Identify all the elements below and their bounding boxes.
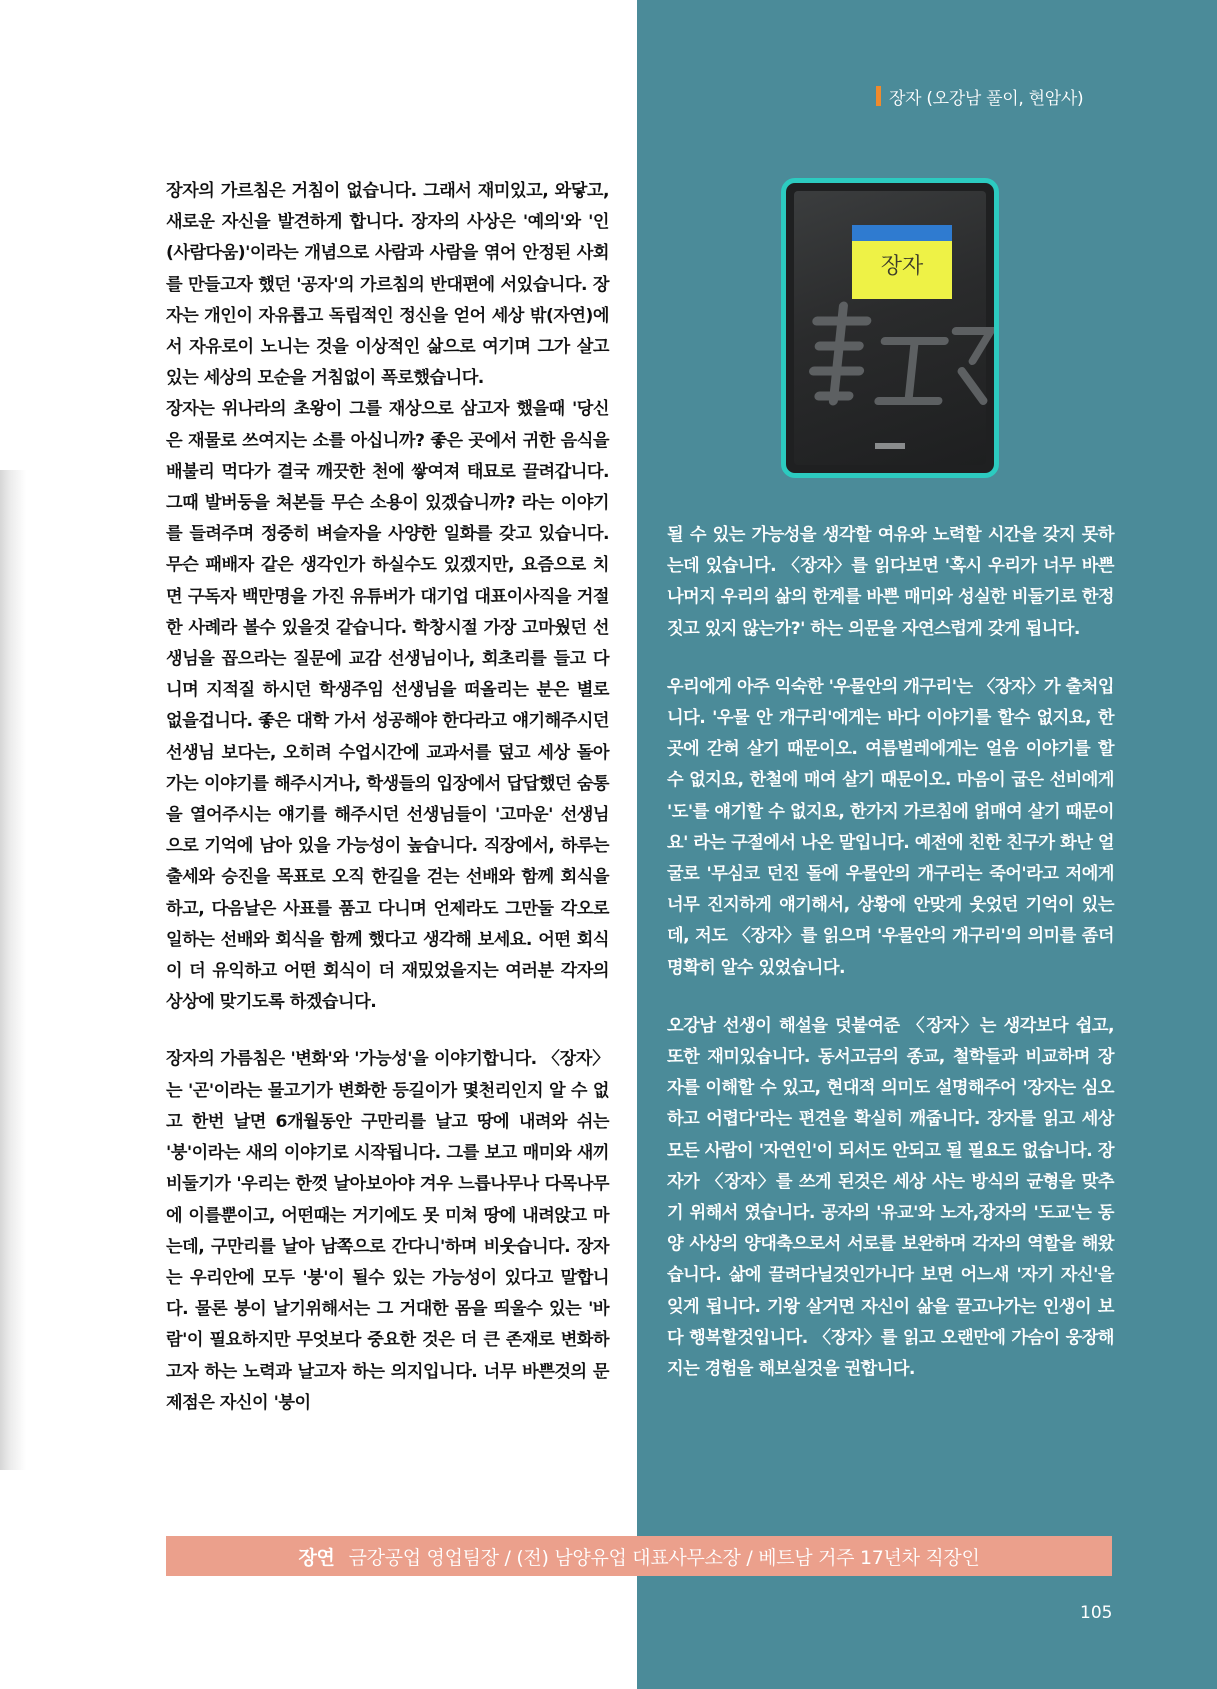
- section-tag-text: 장자 (오강남 풀이, 현암사): [889, 88, 1084, 109]
- book-label-strip: [852, 225, 952, 241]
- author-role: 금강공업 영업팀장 / (전) 남양유업 대표사무소장 / 베트남 거주 17년차 직장인: [348, 1546, 980, 1569]
- calligraphy-strokes: [797, 301, 999, 411]
- left-page-edge-shadow: [0, 470, 26, 1470]
- book-cover: [794, 191, 986, 465]
- author-name: 장연: [298, 1546, 335, 1569]
- right-paragraph-1: 될 수 있는 가능성을 생각할 여유와 노력할 시간을 갖지 못하는데 있습니다. 〈장자〉를 읽다보면 '혹시 우리가 너무 바쁜 나머지 우리의 삶의 한계를 바쁜 매미와 성실한 비둘기로 한정 짓고 있지 않는가?' 하는 의문을 자연스럽게 갖게 됩니다.: [667, 525, 1114, 639]
- right-paragraph-2: 우리에게 아주 익숙한 '우물안의 개구리'는 〈장자〉가 출처입니다. '우물 안 개구리'에게는 바다 이야기를 할수 없지요, 한 곳에 갇혀 살기 때문이오. 여름벌레에게는 얼음 이야기를 할 수 없지요, 한철에 매여 살기 때문이오. 마음이 굽은 선비에게 '도'를 얘기할 수 없지요, 한가지 가르침에 얽매여 살기 때문이요' 라는 구절에서 나온 말입니다. 예전에 친한 친구가 화난 얼굴로 '무심코 던진 돌에 우물안의 개구리는 죽어'라고 저에게 너무 진지하게 얘기해서, 상황에 안맞게 웃었던 기억이 있는데, 저도 〈장자〉를 읽으며 '우물안의 개구리'의 의미를 좀더 명확히 알수 있었습니다.: [667, 676, 1114, 978]
- right-paragraph-3: 오강남 선생이 해설을 덧붙여준 〈장자〉는 생각보다 쉽고, 또한 재미있습니다. 동서고금의 종교, 철학들과 비교하며 장자를 이해할 수 있고, 현대적 의미도 설명해주어 '장자는 심오하고 어렵다'라는 편견을 확실히 깨줍니다. 장자를 읽고 세상 모든 사람이 '자연인'이 되서도 안되고 될 필요도 없습니다. 장자가 〈장자〉를 쓰게 된것은 세상 사는 방식의 균형을 맞추기 위해서 였습니다. 공자의 '유교'와 노자,장자의 '도교'는 동양 사상의 양대축으로서 서로를 보완하며 각자의 역할을 해왔습니다. 삶에 끌려다닐것인가니다 보면 어느새 '자기 자신'을 잊게 됩니다. 기왕 살거면 자신이 삶을 끌고나가는 인생이 보다 행복할것입니다. 〈장자〉를 읽고 오랜만에 가슴이 웅장해지는 경험을 해보실것을 권합니다.: [667, 1015, 1114, 1380]
- tag-bar-icon: [876, 86, 881, 106]
- page-number: 105: [1080, 1603, 1113, 1623]
- book-label-title: 장자: [880, 254, 924, 279]
- right-text-column: [667, 520, 1114, 1385]
- book-publisher-mark: [794, 443, 986, 451]
- book-calligraphy-graphic: [795, 301, 999, 433]
- book-label: [852, 225, 952, 299]
- section-tag: [876, 84, 1083, 108]
- left-paragraph-2: 장자는 위나라의 초왕이 그를 재상으로 삼고자 했을때 '당신은 재물로 쓰여지는 소를 아십니까? 좋은 곳에서 귀한 음식을 배불리 먹다가 결국 깨끗한 천에 쌓여져 태묘로 끌려갑니다. 그때 발버둥을 쳐본들 무슨 소용이 있겠습니까? 라는 이야기를 들려주며 정중히 벼슬자을 사양한 일화를 갖고 있습니다. 무슨 패배자 같은 생각인가 하실수도 있겠지만, 요즘으로 치면 구독자 백만명을 가진 유튜버가 대기업 대표이사직을 거절한 사례라 볼수 있을것 같습니다. 학창시절 가장 고마웠던 선생님을 꼽으라는 질문에 교감 선생님이나, 회초리를 들고 다니며 지적질 하시던 학생주임 선생님을 떠올리는 분은 별로 없을겁니다. 좋은 대학 가서 성공해야 한다라고 얘기해주시던 선생님 보다는, 오히려 수업시간에 교과서를 덮고 세상 돌아가는 이야기를 해주시거나, 학생들의 입장에서 답답했던 숨통을 열어주시는 얘기를 해주시던 선생님들이 '고마운' 선생님으로 기억에 남아 있을 가능성이 높습니다. 직장에서, 하루는 출세와 승진을 목표로 오직 한길을 걷는 선배와 함께 회식을 하고, 다음날은 사표를 품고 다니며 언제라도 그만둘 각오로 일하는 선배와 회식을 함께 했다고 생각해 보세요. 어떤 회식이 더 유익하고 어떤 회식이 더 재밌었을지는 여러분 각자의 상상에 맞기도록 하겠습니다.: [166, 399, 609, 1013]
- left-paragraph-1: 장자의 가르침은 거침이 없습니다. 그래서 재미있고, 와닿고, 새로운 자신을 발견하게 합니다. 장자의 사상은 '예의'와 '인(사람다움)'이라는 개념으로 사람과 사람을 엮어 안정된 사회를 만들고자 했던 '공자'의 가르침의 반대편에 서있습니다. 장자는 개인이 자유롭고 독립적인 정신을 얻어 세상 밖(자연)에서 자유로이 노니는 것을 이상적인 삶으로 여기며 그가 살고 있는 세상의 모순을 거침없이 폭로했습니다.: [166, 181, 609, 389]
- left-paragraph-3: 장자의 가름침은 '변화'와 '가능성'을 이야기합니다. 〈장자〉는 '곤'이라는 물고기가 변화한 등길이가 몇천리인지 알 수 없고 한번 날면 6개월동안 구만리를 날고 땅에 내려와 쉬는 '붕'이라는 새의 이야기로 시작됩니다. 그를 보고 매미와 새끼 비둘기가 '우리는 한껏 날아보아야 겨우 느릅나무나 다목나무에 이를뿐이고, 어떤때는 거기에도 못 미쳐 땅에 내려앉고 마는데, 구만리를 날아 남쪽으로 간다니'하며 비웃습니다. 장자는 우리안에 모두 '붕'이 될수 있는 가능성이 있다고 말합니다. 물론 붕이 날기위해서는 그 거대한 몸을 띄울수 있는 '바람'이 필요하지만 무엇보다 중요한 것은 더 큰 존재로 변화하고자 하는 노력과 날고자 하는 의지입니다. 너무 바쁜것의 문제점은 자신이 '붕이: [166, 1049, 609, 1413]
- book-cover-image: [781, 178, 999, 478]
- author-bar: [166, 1536, 1112, 1576]
- left-text-column: [166, 176, 609, 1419]
